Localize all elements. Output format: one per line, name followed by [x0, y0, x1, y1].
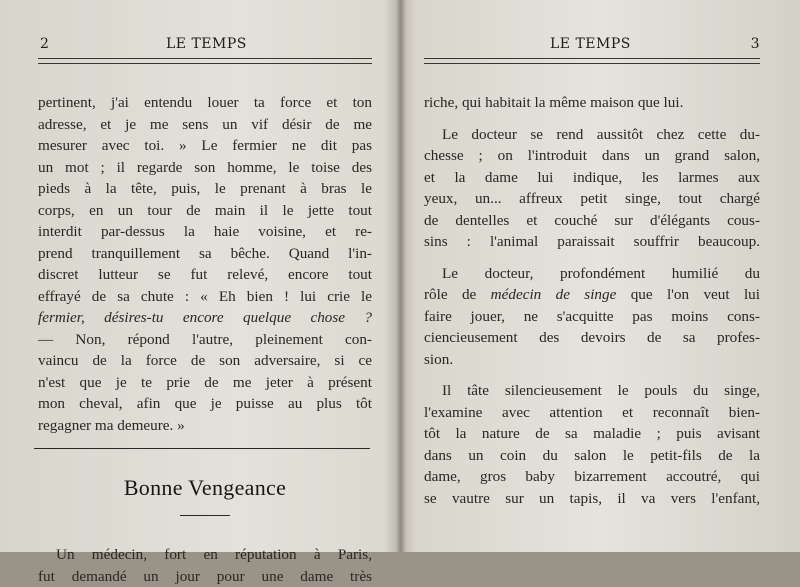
text-line: discret lutteur se fut relevé, encore tout [38, 264, 372, 286]
text-line: tôt la nature de sa maladie ; puis avisant [424, 423, 760, 445]
left-running-head [38, 30, 372, 54]
text-line: l'examine avec attention et reconnaît bien- [424, 402, 760, 424]
text-line: vaincu de la force de son adversaire, si ce [38, 350, 372, 372]
text-line: n'est que je te prie de me jeter à présent [38, 372, 372, 394]
text-line: se vautre sur un tapis, il va vers l'enfant, [424, 488, 760, 510]
text-line: dans un coin du salon le petit-fils de la [424, 445, 760, 467]
text-line: sion. [424, 349, 760, 371]
text-line: ciencieusement des devoirs de sa profes- [424, 327, 760, 349]
text-line: Un médecin, fort en réputation à Paris, [38, 544, 372, 566]
text-line: effrayé de sa chute : « Eh bien ! lui crie le [38, 286, 372, 308]
section-divider [34, 448, 370, 449]
story-opening-text [38, 544, 372, 587]
header-rule-right [424, 58, 760, 64]
text-line: riche, qui habitait la même maison que lui. [424, 92, 760, 114]
right-page [402, 0, 800, 552]
text-line: un mot ; il regarde son homme, le toise des [38, 157, 372, 179]
text-line: Il tâte silencieusement le pouls du singe, [424, 380, 760, 402]
text-line: dame, gros baby bizarrement accoutré, qui [424, 466, 760, 488]
header-rule-left [38, 58, 372, 64]
text-line: yeux, un... affreux petit singe, tout chargé [424, 188, 760, 210]
text-line: mesurer avec toi. » Le fermier ne dit pas [38, 135, 372, 157]
text-line: interdit par-dessus la haie voisine, et re- [38, 221, 372, 243]
running-head-title-left: LE TEMPS [166, 36, 247, 52]
text-line: rôle de médecin de singe que l'on veut lui [424, 284, 760, 306]
left-body-text [38, 92, 372, 436]
text-line: Le docteur se rend aussitôt chez cette du- [424, 124, 760, 146]
text-line: faire jouer, ne s'acquitte pas moins cons- [424, 306, 760, 328]
text-line: corps, en un tour de main il le jette tout [38, 200, 372, 222]
text-line: fut demandé un jour pour une dame très [38, 566, 372, 587]
text-line: mon cheval, afin que je puisse au plus tôt [38, 393, 372, 415]
text-line: pieds à la tête, puis, le prenant à bras le [38, 178, 372, 200]
left-page [0, 0, 400, 552]
text-line: pertinent, j'ai entendu louer ta force et ton [38, 92, 372, 114]
running-head-title-right: LE TEMPS [550, 36, 631, 52]
text-line: Le docteur, profondément humilié du [424, 263, 760, 285]
text-line: chesse ; on l'introduit dans un grand salon, [424, 145, 760, 167]
page-number-left: 2 [40, 36, 49, 52]
text-line: sins : l'animal paraissait souffrir beaucoup. [424, 231, 760, 253]
right-running-head [424, 30, 760, 54]
text-line: et la dame lui indique, les larmes aux [424, 167, 760, 189]
text-line: prend tranquillement sa bêche. Quand l'in- [38, 243, 372, 265]
text-line: fermier, désires-tu encore quelque chose ? [38, 307, 372, 329]
text-line: — Non, répond l'autre, pleinement con- [38, 329, 372, 351]
page-number-right: 3 [751, 36, 760, 52]
text-line: regagner ma demeure. » [38, 415, 372, 437]
text-line: adresse, et je me sens un vif désir de me [38, 114, 372, 136]
right-body-text [424, 92, 760, 509]
text-line: de dentelles et couché sur d'élégants cous- [424, 210, 760, 232]
story-heading: Bonne Vengeance [38, 475, 372, 501]
heading-underline [180, 515, 230, 516]
